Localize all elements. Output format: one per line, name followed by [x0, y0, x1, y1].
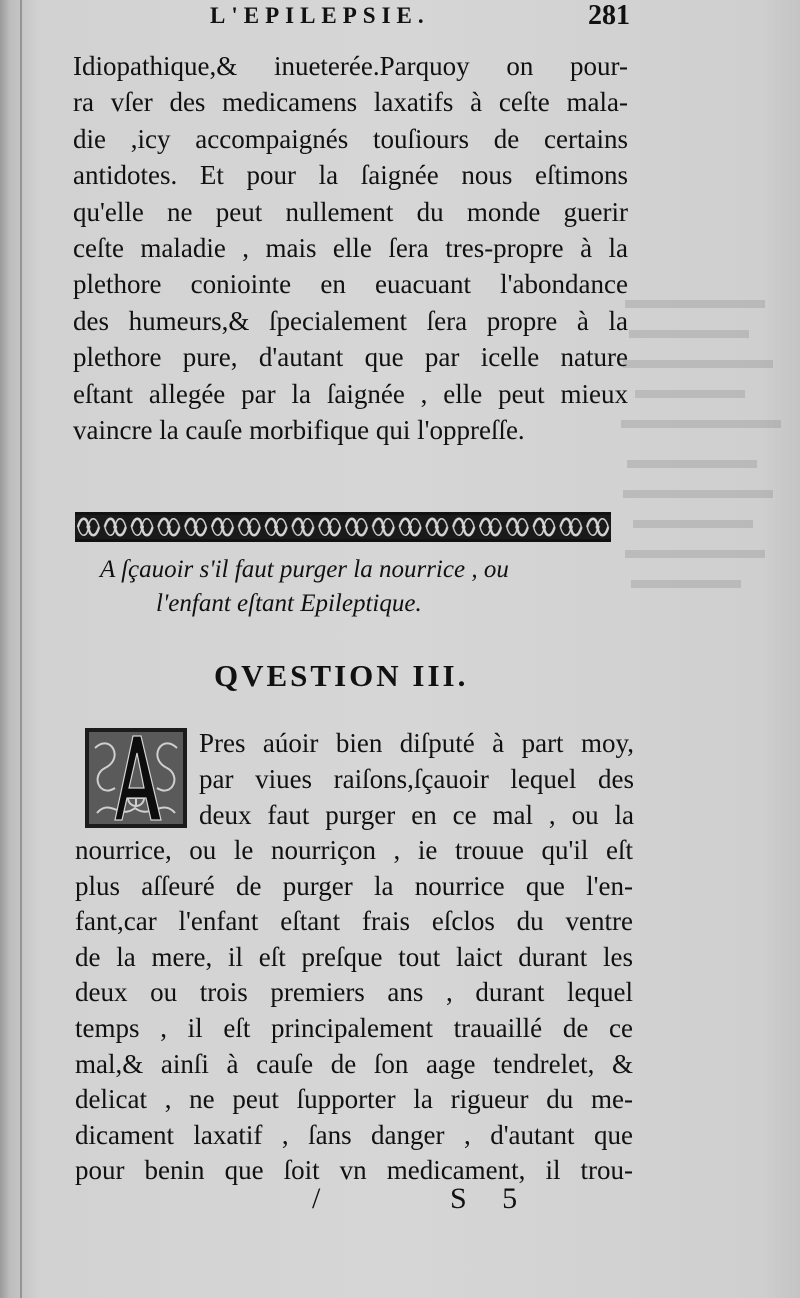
- text-line: antidotes. Et pour la ſaignée nous eſtimons: [73, 160, 628, 191]
- subtitle-line: l'enfant eſtant Epileptique.: [156, 590, 422, 617]
- text-line: ceſte maladie , mais elle ſera tres-propre à la: [73, 232, 628, 263]
- text-line: temps , il eſt principalement trauaillé de ce: [75, 1012, 633, 1043]
- signature-slash: /: [312, 1182, 321, 1215]
- paragraph-2: [75, 833, 633, 1189]
- page-header: [210, 0, 630, 33]
- text-line: die ,icy accompaignés touſiours de certains: [73, 123, 628, 154]
- text-line: nourrice, ou le nourriçon , ie trouue qu'il eſt: [75, 835, 633, 865]
- show-through-marks: [615, 290, 800, 620]
- text-line: mal,& ainſi à cauſe de ſon aage tendrelet, &: [75, 1048, 633, 1079]
- text-line: Pres aúoir bien diſputé à part moy,: [199, 728, 634, 758]
- text-line: par viues raiſons,ſçauoir lequel des: [199, 763, 634, 794]
- question-subtitle: [100, 553, 620, 621]
- text-line: des humeurs,& ſpecialement ſera propre à la: [73, 305, 628, 336]
- running-title: L'EPILEPSIE.: [210, 3, 430, 28]
- show-through-text: [615, 290, 800, 620]
- text-line: pour benin que ſoit vn medicament, il trou-: [75, 1155, 633, 1186]
- gutter-shadow: [20, 0, 22, 1298]
- text-line: ra vſer des medicamens laxatifs à ceſte mala-: [73, 87, 628, 118]
- text-line: plethore pure, d'autant que par icelle nature: [73, 342, 628, 373]
- subtitle-line: A ſçauoir s'il faut purger la nourrice , ou: [100, 556, 509, 583]
- text-line: fant,car l'enfant eſtant frais eſclos du ventre: [75, 906, 633, 937]
- question-heading: QVESTION III.: [214, 658, 469, 693]
- text-line: qu'elle ne peut nullement du monde guerir: [73, 196, 628, 227]
- signature-mark: [300, 1182, 540, 1222]
- text-line: eſtant allegée par la ſaignée , elle peut mieux: [73, 378, 628, 409]
- text-line: plethore coniointe en euacuant l'abondance: [73, 269, 628, 300]
- ornamental-divider: [75, 512, 611, 542]
- text-line: delicat , ne peut ſupporter la rigueur du me-: [75, 1084, 633, 1115]
- text-line: deux ou trois premiers ans , durant lequel: [75, 977, 633, 1008]
- text-line: dicament laxatif , ſans danger , d'autant que: [75, 1119, 633, 1150]
- text-line: deux faut purger en ce mal , ou la: [199, 799, 634, 830]
- text-line: plus aſſeuré de purger la nourrice que l'en-: [75, 870, 633, 901]
- decorated-initial-a: [85, 728, 187, 828]
- paragraph-2-indented: [199, 726, 634, 833]
- text-line: de la mere, il eſt preſque tout laict durant les: [75, 941, 633, 972]
- page-number: 281: [588, 0, 630, 31]
- text-line: Idiopathique,& inueterée.Parquoy on pour-: [73, 51, 628, 81]
- paragraph-1: [73, 48, 628, 448]
- text-line: vaincre la cauſe morbifique qui l'oppreſſe.: [73, 414, 525, 445]
- signature-text: S 5: [450, 1182, 532, 1215]
